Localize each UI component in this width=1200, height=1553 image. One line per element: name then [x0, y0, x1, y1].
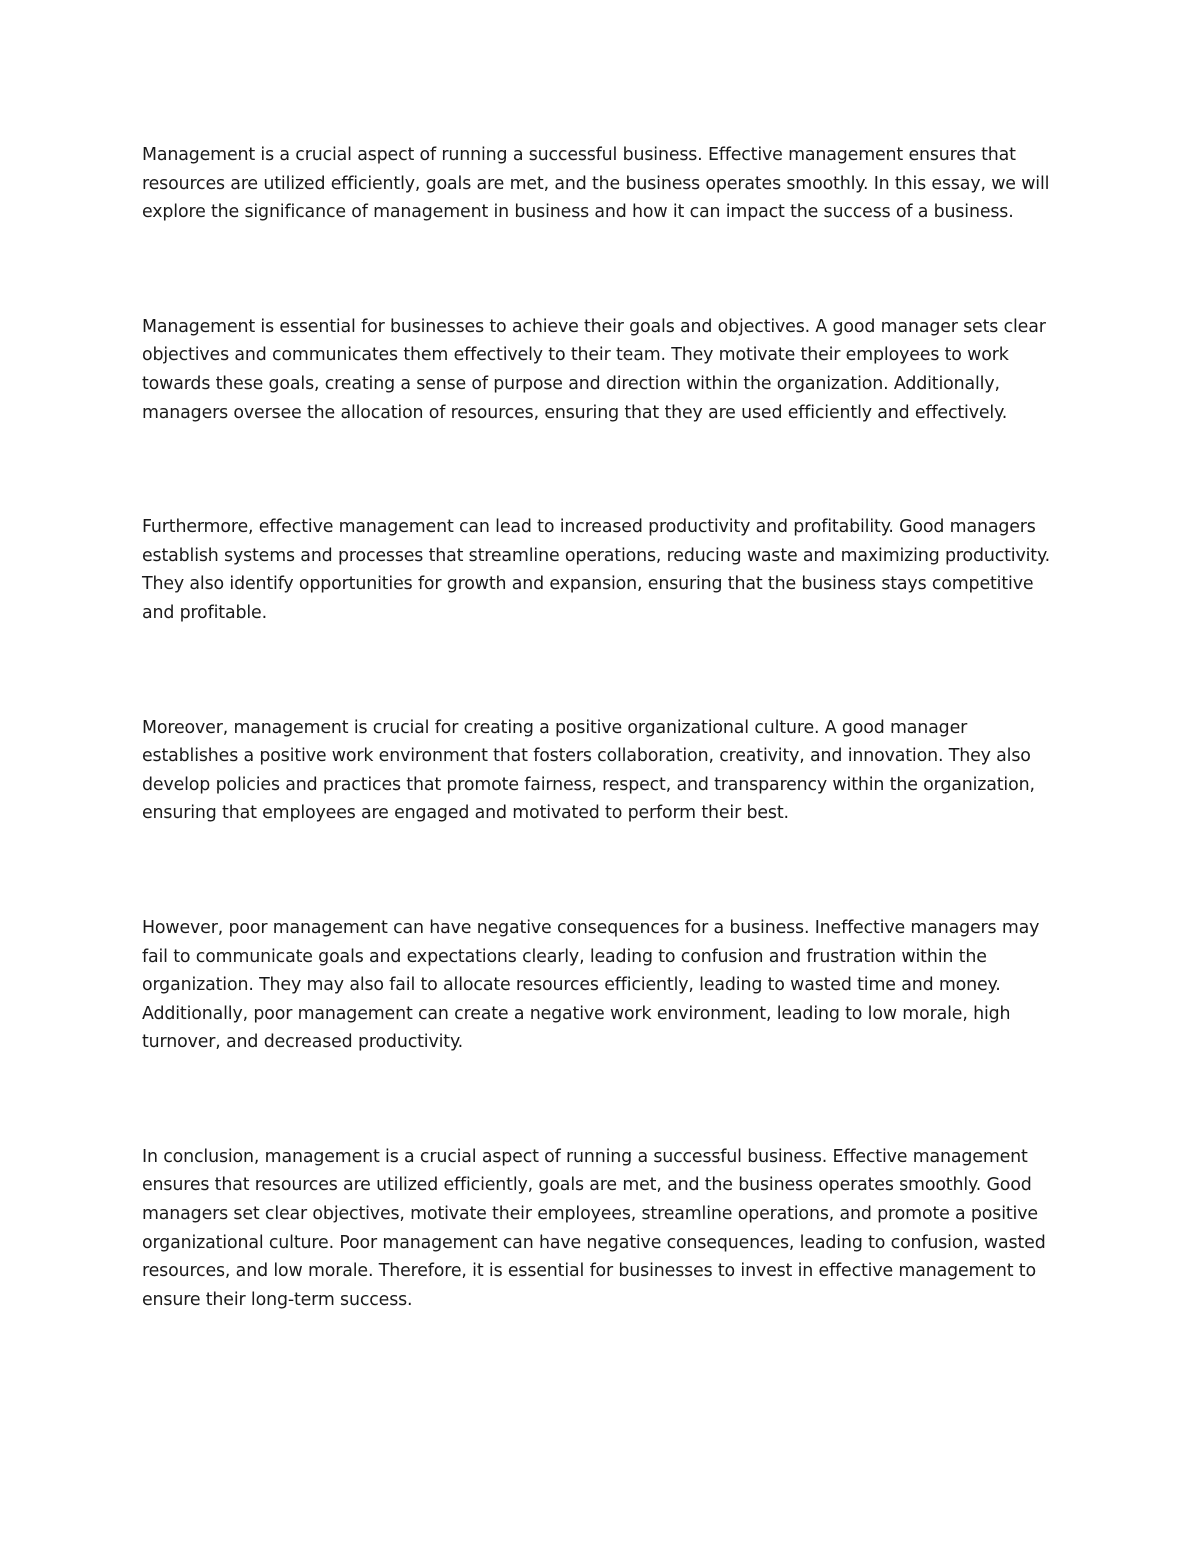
text-line: Management is a crucial aspect of running a successful business. Effective management ensures that [142, 145, 1016, 165]
text-line: establishes a positive work environment that fosters collaboration, creativity, and innovation. They also [142, 746, 1031, 767]
text-line: explore the significance of management in business and how it can impact the success of a business. [142, 202, 1014, 223]
text-line: and profitable. [142, 602, 267, 623]
text-line: Furthermore, effective management can lead to increased productivity and profitability. Good managers [142, 517, 1036, 538]
paragraph-productivity [142, 513, 1082, 627]
essay-body [142, 141, 1082, 1314]
text-line: ensure their long-term success. [142, 1289, 413, 1310]
text-line: resources are utilized efficiently, goals are met, and the business operates smoothly. In this essay, we will [142, 173, 1050, 194]
paragraph-conclusion [142, 1143, 1082, 1315]
text-line: develop policies and practices that promote fairness, respect, and transparency within the organization, [142, 774, 1035, 795]
text-line: ensures that resources are utilized efficiently, goals are met, and the business operates smoothly. Good [142, 1175, 1032, 1196]
text-line: Additionally, poor management can create a negative work environment, leading to low morale, high [142, 1003, 1011, 1024]
paragraph-poor-management [142, 914, 1082, 1057]
text-line: fail to communicate goals and expectations clearly, leading to confusion and frustration within the [142, 946, 987, 967]
text-line: In conclusion, management is a crucial aspect of running a successful business. Effective management [142, 1146, 1028, 1167]
text-line: They also identify opportunities for growth and expansion, ensuring that the business stays competitive [142, 574, 1034, 595]
text-line: Moreover, management is crucial for creating a positive organizational culture. A good manager [142, 717, 968, 738]
paragraph-intro [142, 141, 1082, 227]
text-line: managers set clear objectives, motivate their employees, streamline operations, and promote a positive [142, 1204, 1038, 1225]
text-line: resources, and low morale. Therefore, it is essential for businesses to invest in effective management to [142, 1261, 1036, 1282]
paragraph-culture [142, 714, 1082, 828]
text-line: Management is essential for businesses to achieve their goals and objectives. A good manager sets clear [142, 316, 1046, 337]
text-line: managers oversee the allocation of resources, ensuring that they are used efficiently and effectively. [142, 402, 1008, 423]
paragraph-goals [142, 313, 1082, 427]
text-line: However, poor management can have negative consequences for a business. Ineffective managers may [142, 917, 1040, 938]
text-line: turnover, and decreased productivity. [142, 1032, 463, 1053]
text-line: ensuring that employees are engaged and motivated to perform their best. [142, 803, 789, 824]
text-line: towards these goals, creating a sense of purpose and direction within the organization. Additionally, [142, 373, 1000, 394]
text-line: organizational culture. Poor management can have negative consequences, leading to confusion, wasted [142, 1232, 1046, 1253]
text-line: organization. They may also fail to allocate resources efficiently, leading to wasted time and money. [142, 975, 1001, 996]
text-line: objectives and communicates them effectively to their team. They motivate their employees to work [142, 345, 1009, 366]
text-line: establish systems and processes that streamline operations, reducing waste and maximizing productivity. [142, 545, 1051, 566]
